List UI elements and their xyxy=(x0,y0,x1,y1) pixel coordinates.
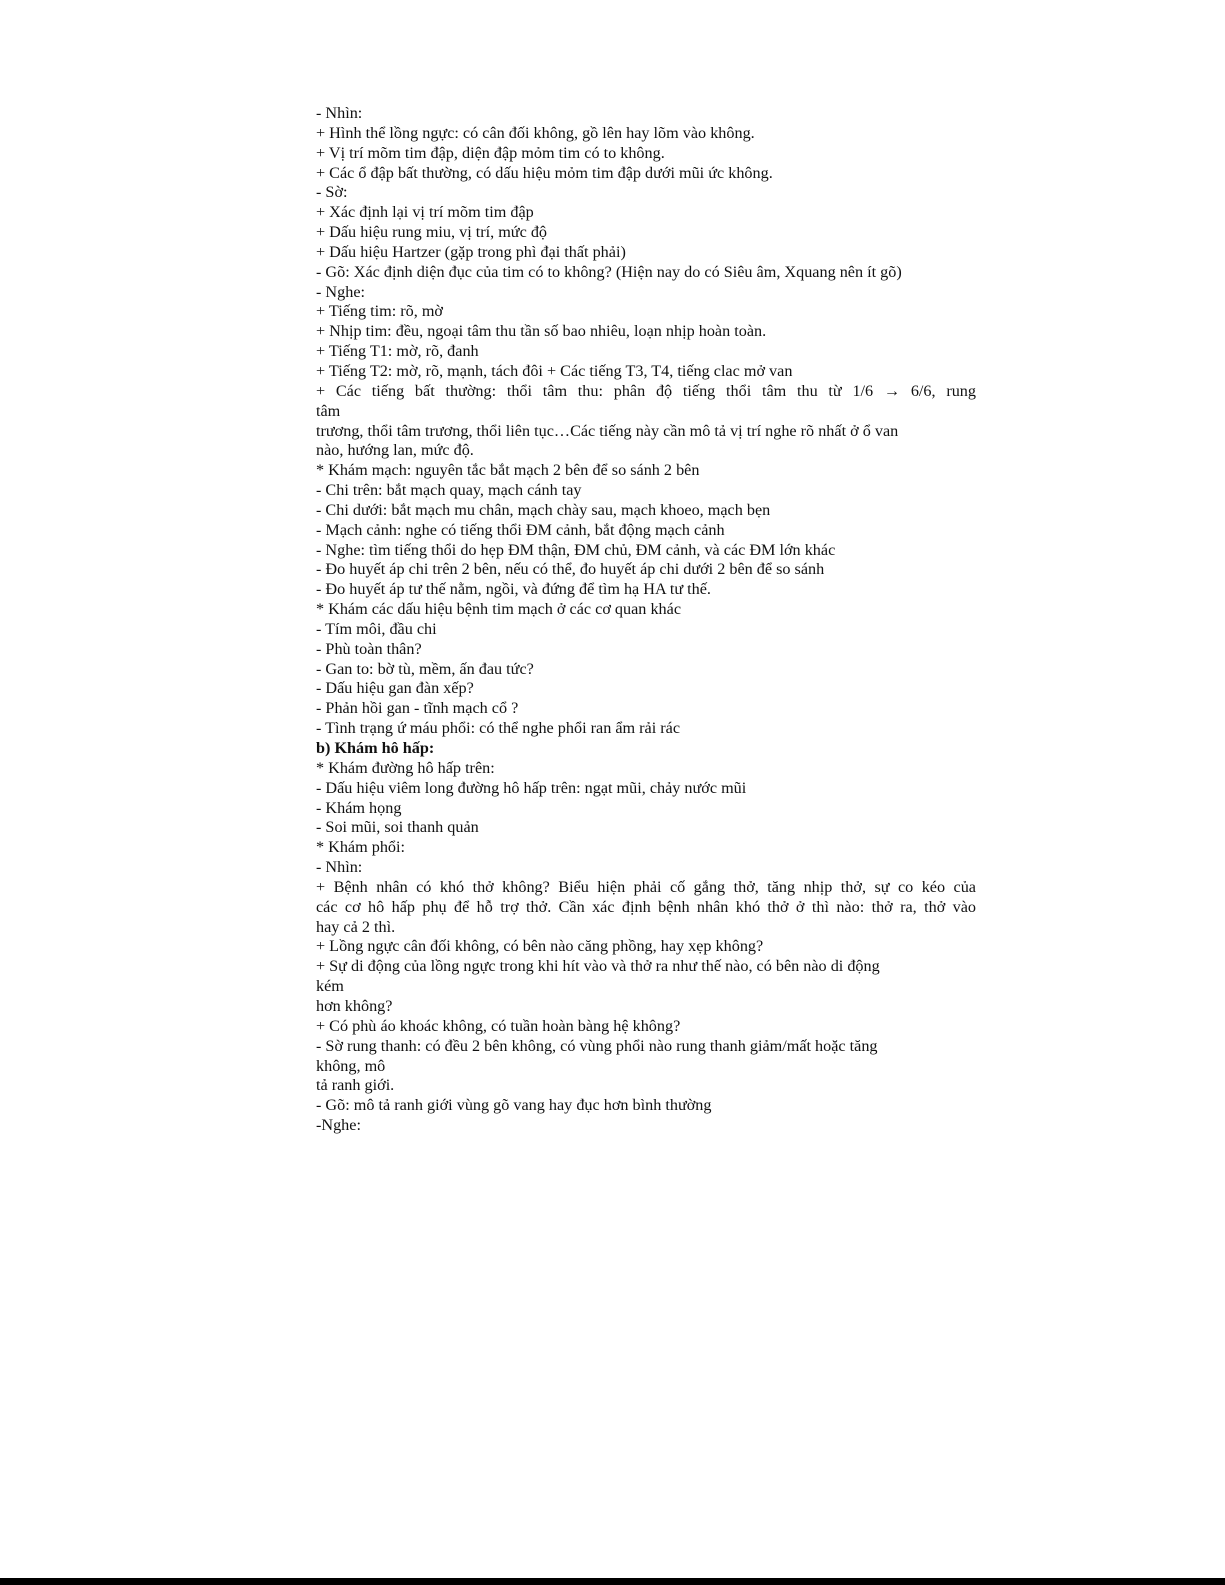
text-line: tâm xyxy=(316,401,341,420)
text-line: - Nhìn: xyxy=(316,858,363,877)
text-line: + Sự di động của lồng ngực trong khi hít vào và thở ra như thế nào, có bên nào di động xyxy=(316,957,880,976)
text-line: * Khám đường hô hấp trên: xyxy=(316,758,495,777)
text-line: - Phù toàn thân? xyxy=(316,639,422,658)
text-line: hơn không? xyxy=(316,996,393,1015)
text-line: + Bệnh nhân có khó thở không? Biểu hiện phải cố gắng thở, tăng nhịp thở, sự co kéo của xyxy=(316,877,976,896)
text-line: + Dấu hiệu Hartzer (gặp trong phì đại thất phải) xyxy=(316,242,626,261)
text-line: hay cả 2 thì. xyxy=(316,917,396,936)
text-line: tả ranh giới. xyxy=(316,1076,395,1095)
text-line: - Soi mũi, soi thanh quản xyxy=(316,818,479,837)
text-line: - Dấu hiệu gan đàn xếp? xyxy=(316,679,474,698)
text-line: + Lồng ngực cân đối không, có bên nào căng phồng, hay xẹp không? xyxy=(316,937,764,956)
text-line: - Gan to: bờ tù, mềm, ấn đau tức? xyxy=(316,659,534,678)
text-line: -Nghe: xyxy=(316,1116,361,1135)
text-line: - Nhìn: xyxy=(316,104,363,122)
text-line: - Sờ rung thanh: có đều 2 bên không, có vùng phổi nào rung thanh giảm/mất hoặc tăng xyxy=(316,1036,878,1055)
text-line: - Sờ: xyxy=(316,183,348,202)
text-line: + Các ổ đập bất thường, có dấu hiệu mỏm tim đập dưới mũi ức không. xyxy=(316,163,773,182)
text-line: * Khám phổi: xyxy=(316,838,406,857)
text-line: không, mô xyxy=(316,1056,386,1075)
text-line: - Đo huyết áp chi trên 2 bên, nếu có thể, đo huyết áp chi dưới 2 bên để so sánh xyxy=(316,560,825,579)
text-line: + Có phù áo khoác không, có tuần hoàn bàng hệ không? xyxy=(316,1016,681,1035)
text-line: - Chi dưới: bắt mạch mu chân, mạch chày sau, mạch khoeo, mạch bẹn xyxy=(316,500,771,519)
text-line: - Dấu hiệu viêm long đường hô hấp trên: ngạt mũi, chảy nước mũi xyxy=(316,778,747,797)
text-line: - Tình trạng ứ máu phổi: có thể nghe phổi ran ẩm rải rác xyxy=(316,719,681,738)
text-line: - Tím môi, đầu chi xyxy=(316,619,437,638)
text-line: + Tiếng T1: mờ, rõ, đanh xyxy=(316,342,479,361)
text-line: + Các tiếng bất thường: thổi tâm thu: phân độ tiếng thổi tâm thu từ 1/6 → 6/6, rung xyxy=(316,381,976,400)
text-line: - Nghe: tìm tiếng thổi do hẹp ĐM thận, ĐM chủ, ĐM cảnh, và các ĐM lớn khác xyxy=(316,540,836,559)
text-line: + Hình thể lồng ngực: có cân đối không, gồ lên hay lõm vào không. xyxy=(316,123,755,142)
text-line: - Khám họng xyxy=(316,798,402,817)
text-line: - Gõ: mô tả ranh giới vùng gõ vang hay đục hơn bình thường xyxy=(316,1096,712,1115)
text-line: kém xyxy=(316,977,344,996)
text-line: + Tiếng T2: mờ, rõ, mạnh, tách đôi + Các tiếng T3, T4, tiếng clac mở van xyxy=(316,361,793,380)
text-line: + Nhịp tim: đều, ngoại tâm thu tần số bao nhiêu, loạn nhịp hoàn toàn. xyxy=(316,322,767,341)
text-line: - Mạch cảnh: nghe có tiếng thổi ĐM cảnh, bắt động mạch cảnh xyxy=(316,520,725,539)
text-line: trương, thổi tâm trương, thổi liên tục…Các tiếng này cần mô tả vị trí nghe rõ nhất ở ổ van xyxy=(316,421,899,440)
text-line: - Gõ: Xác định diện đục của tim có to không? (Hiện nay do có Siêu âm, Xquang nên ít gõ) xyxy=(316,262,902,281)
text-line: - Đo huyết áp tư thế nằm, ngồi, và đứng để tìm hạ HA tư thế. xyxy=(316,580,711,599)
text-line: - Phản hồi gan - tĩnh mạch cổ ? xyxy=(316,699,519,718)
bottom-border xyxy=(0,1578,1225,1585)
text-line: * Khám mạch: nguyên tắc bắt mạch 2 bên để so sánh 2 bên xyxy=(316,461,700,480)
text-line: + Vị trí mõm tim đập, diện đập mỏm tim có to không. xyxy=(316,143,665,162)
text-line: + Xác định lại vị trí mõm tim đập xyxy=(316,203,534,222)
section-heading: b) Khám hô hấp: xyxy=(316,739,435,757)
text-line: nào, hướng lan, mức độ. xyxy=(316,441,474,460)
text-line: * Khám các dấu hiệu bệnh tim mạch ở các cơ quan khác xyxy=(316,600,682,619)
text-line: các cơ hô hấp phụ để hỗ trợ thở. Cần xác định bệnh nhân khó thở ở thì nào: thở ra, thở vào xyxy=(316,897,976,916)
document-body xyxy=(316,104,976,1136)
text-line: + Tiếng tim: rõ, mờ xyxy=(316,302,443,321)
text-line: - Nghe: xyxy=(316,282,365,301)
text-line: - Chi trên: bắt mạch quay, mạch cánh tay xyxy=(316,481,582,500)
text-line: + Dấu hiệu rung miu, vị trí, mức độ xyxy=(316,223,548,242)
